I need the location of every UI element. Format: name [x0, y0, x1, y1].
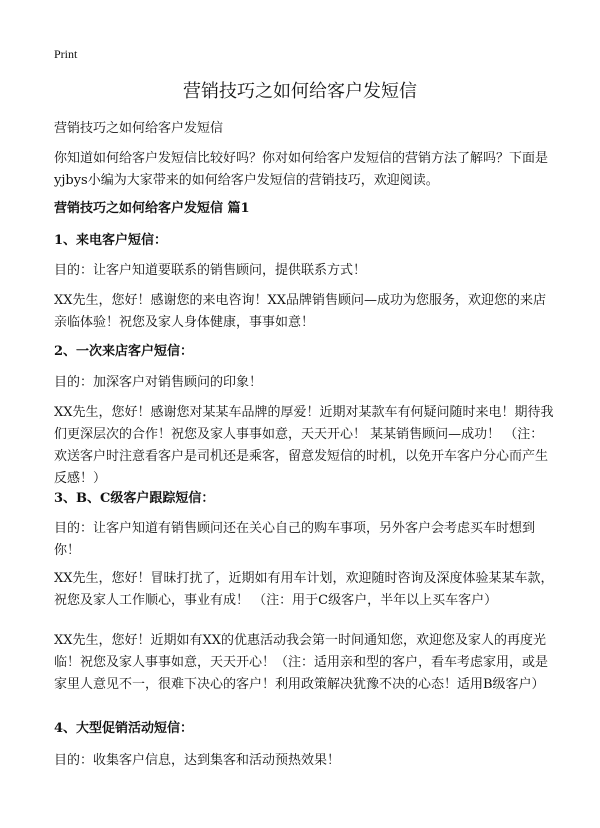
section-3-example: XX先生，您好！冒昧打扰了，近期如有用车计划，欢迎随时咨询及深度体验某某车款，祝您及家人工作顺心，事业有成！ （注：用于C级客户，半年以上买车客户）: [54, 571, 554, 608]
section-3-purpose: 目的：让客户知道有销售顾问还在关心自己的购车事项，另外客户会考虑买车时想到你！: [54, 521, 536, 558]
document-subtitle: 营销技巧之如何给客户发短信: [54, 121, 224, 136]
section-1-purpose: 目的：让客户知道要联系的销售顾问，提供联系方式！: [54, 263, 367, 278]
section-4-purpose: 目的：收集客户信息，达到集客和活动预热效果！: [54, 753, 341, 768]
section-4-heading: 4、大型促销活动短信：: [54, 721, 194, 736]
section-1-heading: 1、来电客户短信：: [54, 233, 168, 248]
section-3-heading: 3、B、C级客户跟踪短信：: [54, 491, 215, 506]
print-link[interactable]: Print: [54, 47, 78, 61]
page-title: 营销技巧之如何给客户发短信: [183, 81, 417, 102]
section-2-purpose: 目的：加深客户对销售顾问的印象！: [54, 375, 263, 390]
section-1-example: XX先生，您好！感谢您的来电咨询！XX品牌销售顾问—成功为您服务，欢迎您的来店亲临体验！祝您及家人身体健康，事事如意！: [54, 293, 547, 330]
section-3-example-2: XX先生，您好！近期如有XX的优惠活动我会第一时间通知您，欢迎您及家人的再度光临！祝您及家人事事如意，天天开心！（注：适用亲和型的客户，看车考虑家用，或是家里人意见不一，很难下决心的客户！利用政策解决犹豫不决的心态！适用B级客户）: [54, 633, 549, 692]
section-2-heading: 2、一次来店客户短信：: [54, 344, 194, 359]
section-heading: 营销技巧之如何给客户发短信 篇1: [54, 201, 250, 216]
intro-paragraph: 你知道如何给客户发短信比较好吗？你对如何给客户发短信的营销方法了解吗？下面是yjbys小编为大家带来的如何给客户发短信的营销技巧，欢迎阅读。: [54, 151, 549, 188]
section-2-example: XX先生，您好！感谢您对某某车品牌的厚爱！近期对某款车有何疑问随时来电！期待我们更深层次的合作！祝您及家人事事如意，天天开心！ 某某销售顾问—成功！ （注：欢送客户时注意看客户是司机还是乘客，留意发短信的时机，以免开车客户分心而产生反感！）: [54, 405, 554, 486]
